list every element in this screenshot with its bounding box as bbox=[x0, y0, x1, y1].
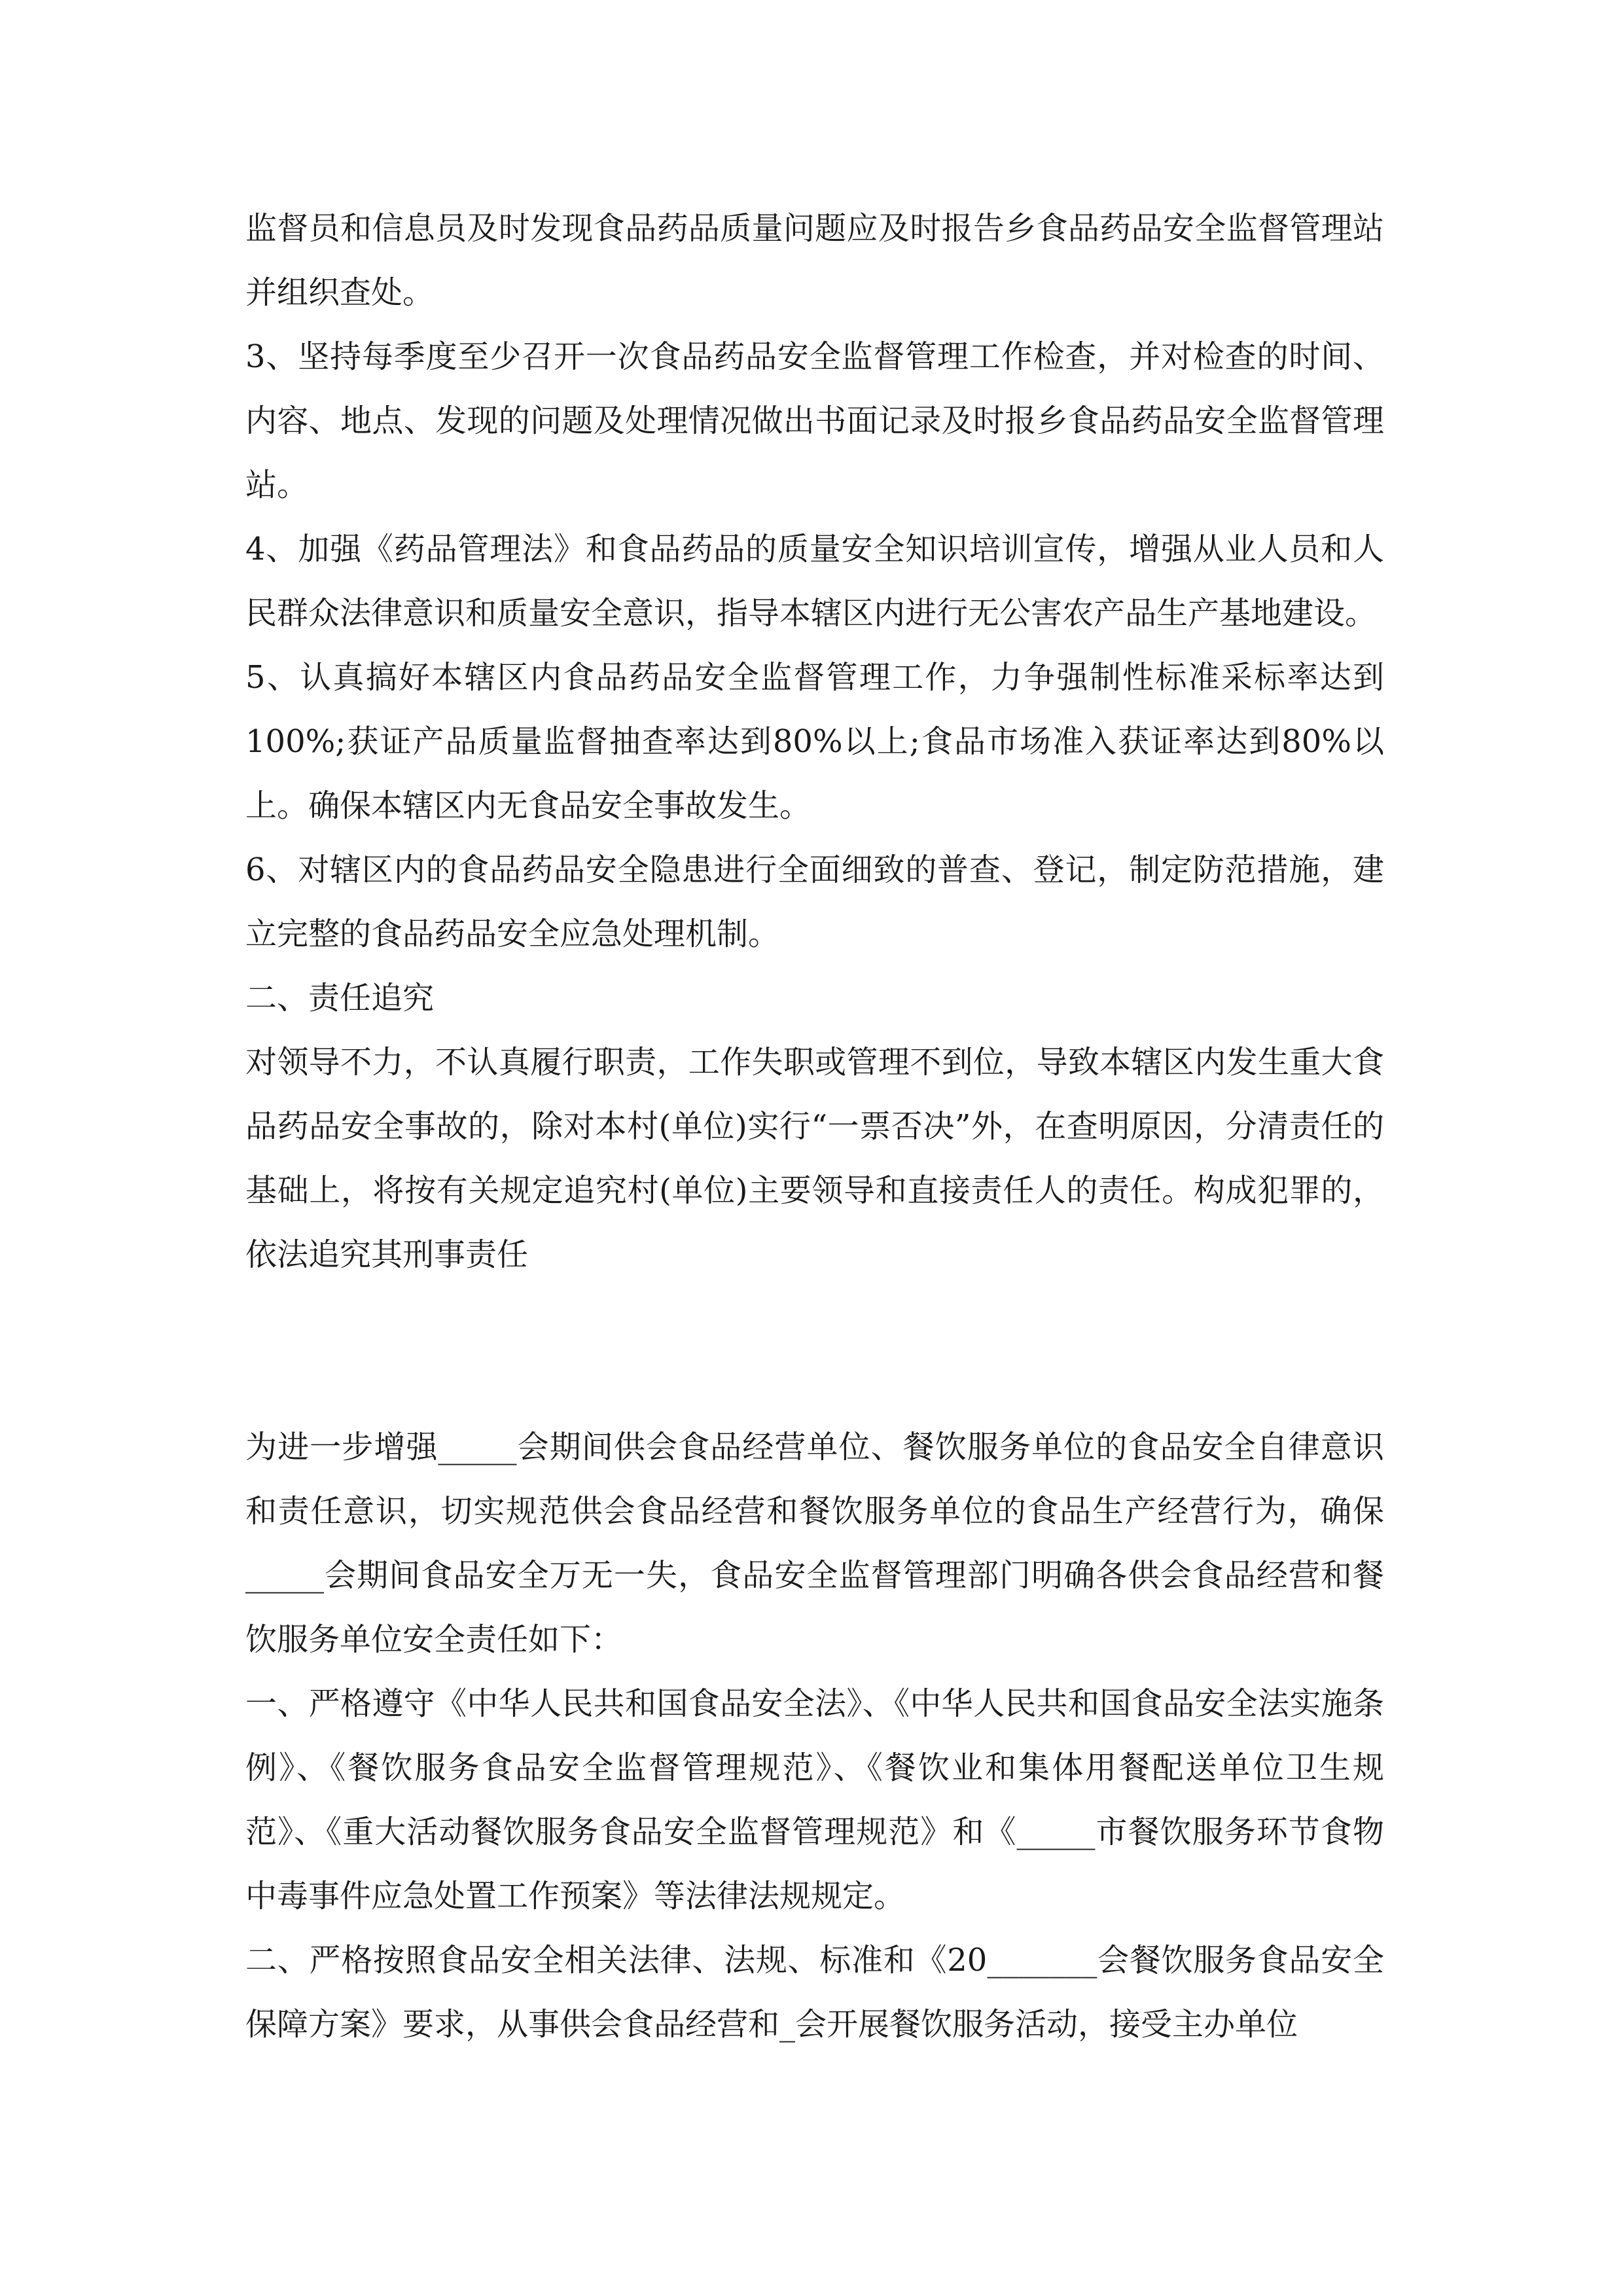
paragraph-responsibility: 对领导不力，不认真履行职责，工作失职或管理不到位，导致本辖区内发生重大食品药品安全事故的，除对本村(单位)实行“一票否决”外，在查明原因，分清责任的基础上，将按有关规定追究村(单位)主要领导和直接责任人的责任。构成犯罪的，依法追究其刑事责任 bbox=[245, 1044, 1384, 1273]
section-gap bbox=[245, 1287, 1384, 1415]
document-body bbox=[245, 196, 1384, 2056]
paragraph-item-4: 4、加强《药品管理法》和食品药品的质量安全知识培训宣传，增强从业人员和人民群众法律意识和质量安全意识，指导本辖区内进行无公害农产品生产基地建设。 bbox=[245, 531, 1384, 632]
paragraph-intro: 为进一步增强_____会期间供会食品经营单位、餐饮服务单位的食品安全自律意识和责任意识，切实规范供会食品经营和餐饮服务单位的食品生产经营行为，确保_____会期间食品安全万无一失，食品安全监督管理部门明确各供会食品经营和餐饮服务单位安全责任如下： bbox=[245, 1429, 1384, 1658]
paragraph-item-3: 3、坚持每季度至少召开一次食品药品安全监督管理工作检查，并对检查的时间、内容、地点、发现的问题及处理情况做出书面记录及时报乡食品药品安全监督管理站。 bbox=[245, 338, 1384, 503]
paragraph-rule-2: 二、严格按照食品安全相关法律、法规、标准和《20_______会餐饮服务食品安全保障方案》要求，从事供会食品经营和_会开展餐饮服务活动，接受主办单位 bbox=[245, 1942, 1384, 2043]
paragraph-item-6: 6、对辖区内的食品药品安全隐患进行全面细致的普查、登记，制定防范措施，建立完整的食品药品安全应急处理机制。 bbox=[245, 852, 1384, 952]
paragraph-rule-1: 一、严格遵守《中华人民共和国食品安全法》、《中华人民共和国食品安全法实施条例》、《餐饮服务食品安全监督管理规范》、《餐饮业和集体用餐配送单位卫生规范》、《重大活动餐饮服务食品安全监督管理规范》和《_____市餐饮服务环节食物中毒事件应急处置工作预案》等法律法规规定。 bbox=[245, 1685, 1384, 1914]
paragraph-supervisor-report: 监督员和信息员及时发现食品药品质量问题应及时报告乡食品药品安全监督管理站并组织查处。 bbox=[245, 210, 1384, 311]
heading-responsibility: 二、责任追究 bbox=[245, 980, 435, 1016]
paragraph-item-5: 5、认真搞好本辖区内食品药品安全监督管理工作，力争强制性标准采标率达到100%;获证产品质量监督抽查率达到80%以上;食品市场准入获证率达到80%以上。确保本辖区内无食品安全事故发生。 bbox=[245, 659, 1384, 824]
